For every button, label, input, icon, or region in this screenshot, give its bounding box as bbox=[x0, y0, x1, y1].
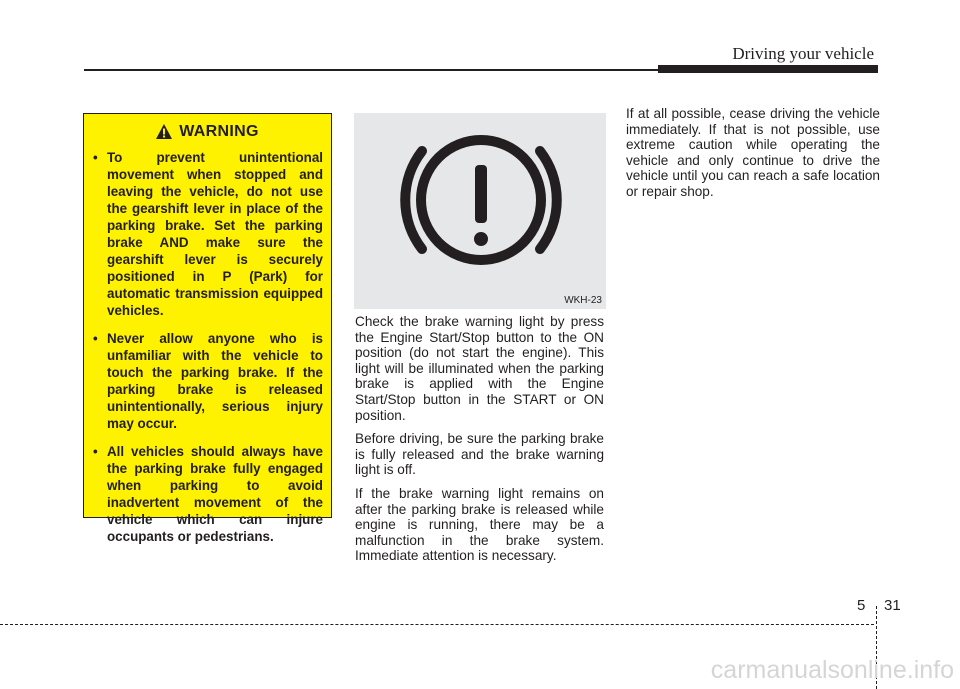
figure-code: WKH-23 bbox=[564, 295, 602, 306]
body-column-right bbox=[626, 106, 880, 208]
header-rule-thin bbox=[84, 69, 660, 71]
page-header-title: Driving your vehicle bbox=[732, 44, 874, 63]
warning-list bbox=[92, 149, 323, 556]
header-rule-thick bbox=[658, 65, 878, 73]
chapter-number: 5 bbox=[857, 597, 866, 614]
body-paragraph: If at all possible, cease driving the vehicle immediately. If that is not possible, use extreme caution while operating the vehicle and only continue to drive the vehicle until you can reach a safe location or repair shop. bbox=[626, 106, 880, 199]
warning-item: • Never allow anyone who is unfamiliar with the vehicle to touch the parking brake. If the parking brake is released unintentionally, serious injury may occur. bbox=[92, 330, 323, 432]
warning-item: • All vehicles should always have the parking brake fully engaged when parking to avoid inadvertent movement of the vehicle which can injure occupants or pedestrians. bbox=[92, 443, 323, 545]
warning-heading bbox=[84, 123, 331, 141]
body-paragraph: If the brake warning light remains on after the parking brake is released while engine is running, there may be a malfunction in the brake system. Immediate attention is necessary. bbox=[355, 485, 604, 564]
brake-warning-figure bbox=[354, 113, 606, 309]
warning-item: • To prevent unintentional movement when stopped and leaving the vehicle, do not use the gearshift lever in place of the parking brake. Set the parking brake AND make sure the gearshift lever is securely positioned in P (Park) for automatic transmission equipped vehicles. bbox=[92, 149, 323, 319]
warning-heading-text: WARNING bbox=[179, 123, 259, 140]
watermark: carmanualsonline.info bbox=[710, 656, 954, 684]
page-number: 31 bbox=[884, 597, 901, 614]
brake-warning-icon bbox=[354, 113, 606, 309]
warning-triangle-icon bbox=[156, 124, 172, 139]
footer-rule bbox=[0, 624, 874, 625]
warning-box bbox=[83, 113, 332, 544]
body-paragraph: Check the brake warning light by press the Engine Start/Stop button to the ON position (do not start the engine). This light will be illuminated when the parking brake is applied with the Engine Start/Stop button in the START or ON position. bbox=[355, 314, 604, 423]
body-paragraph: Before driving, be sure the parking brake is fully released and the brake warning light is off. bbox=[355, 431, 604, 478]
body-column-middle bbox=[355, 314, 604, 572]
